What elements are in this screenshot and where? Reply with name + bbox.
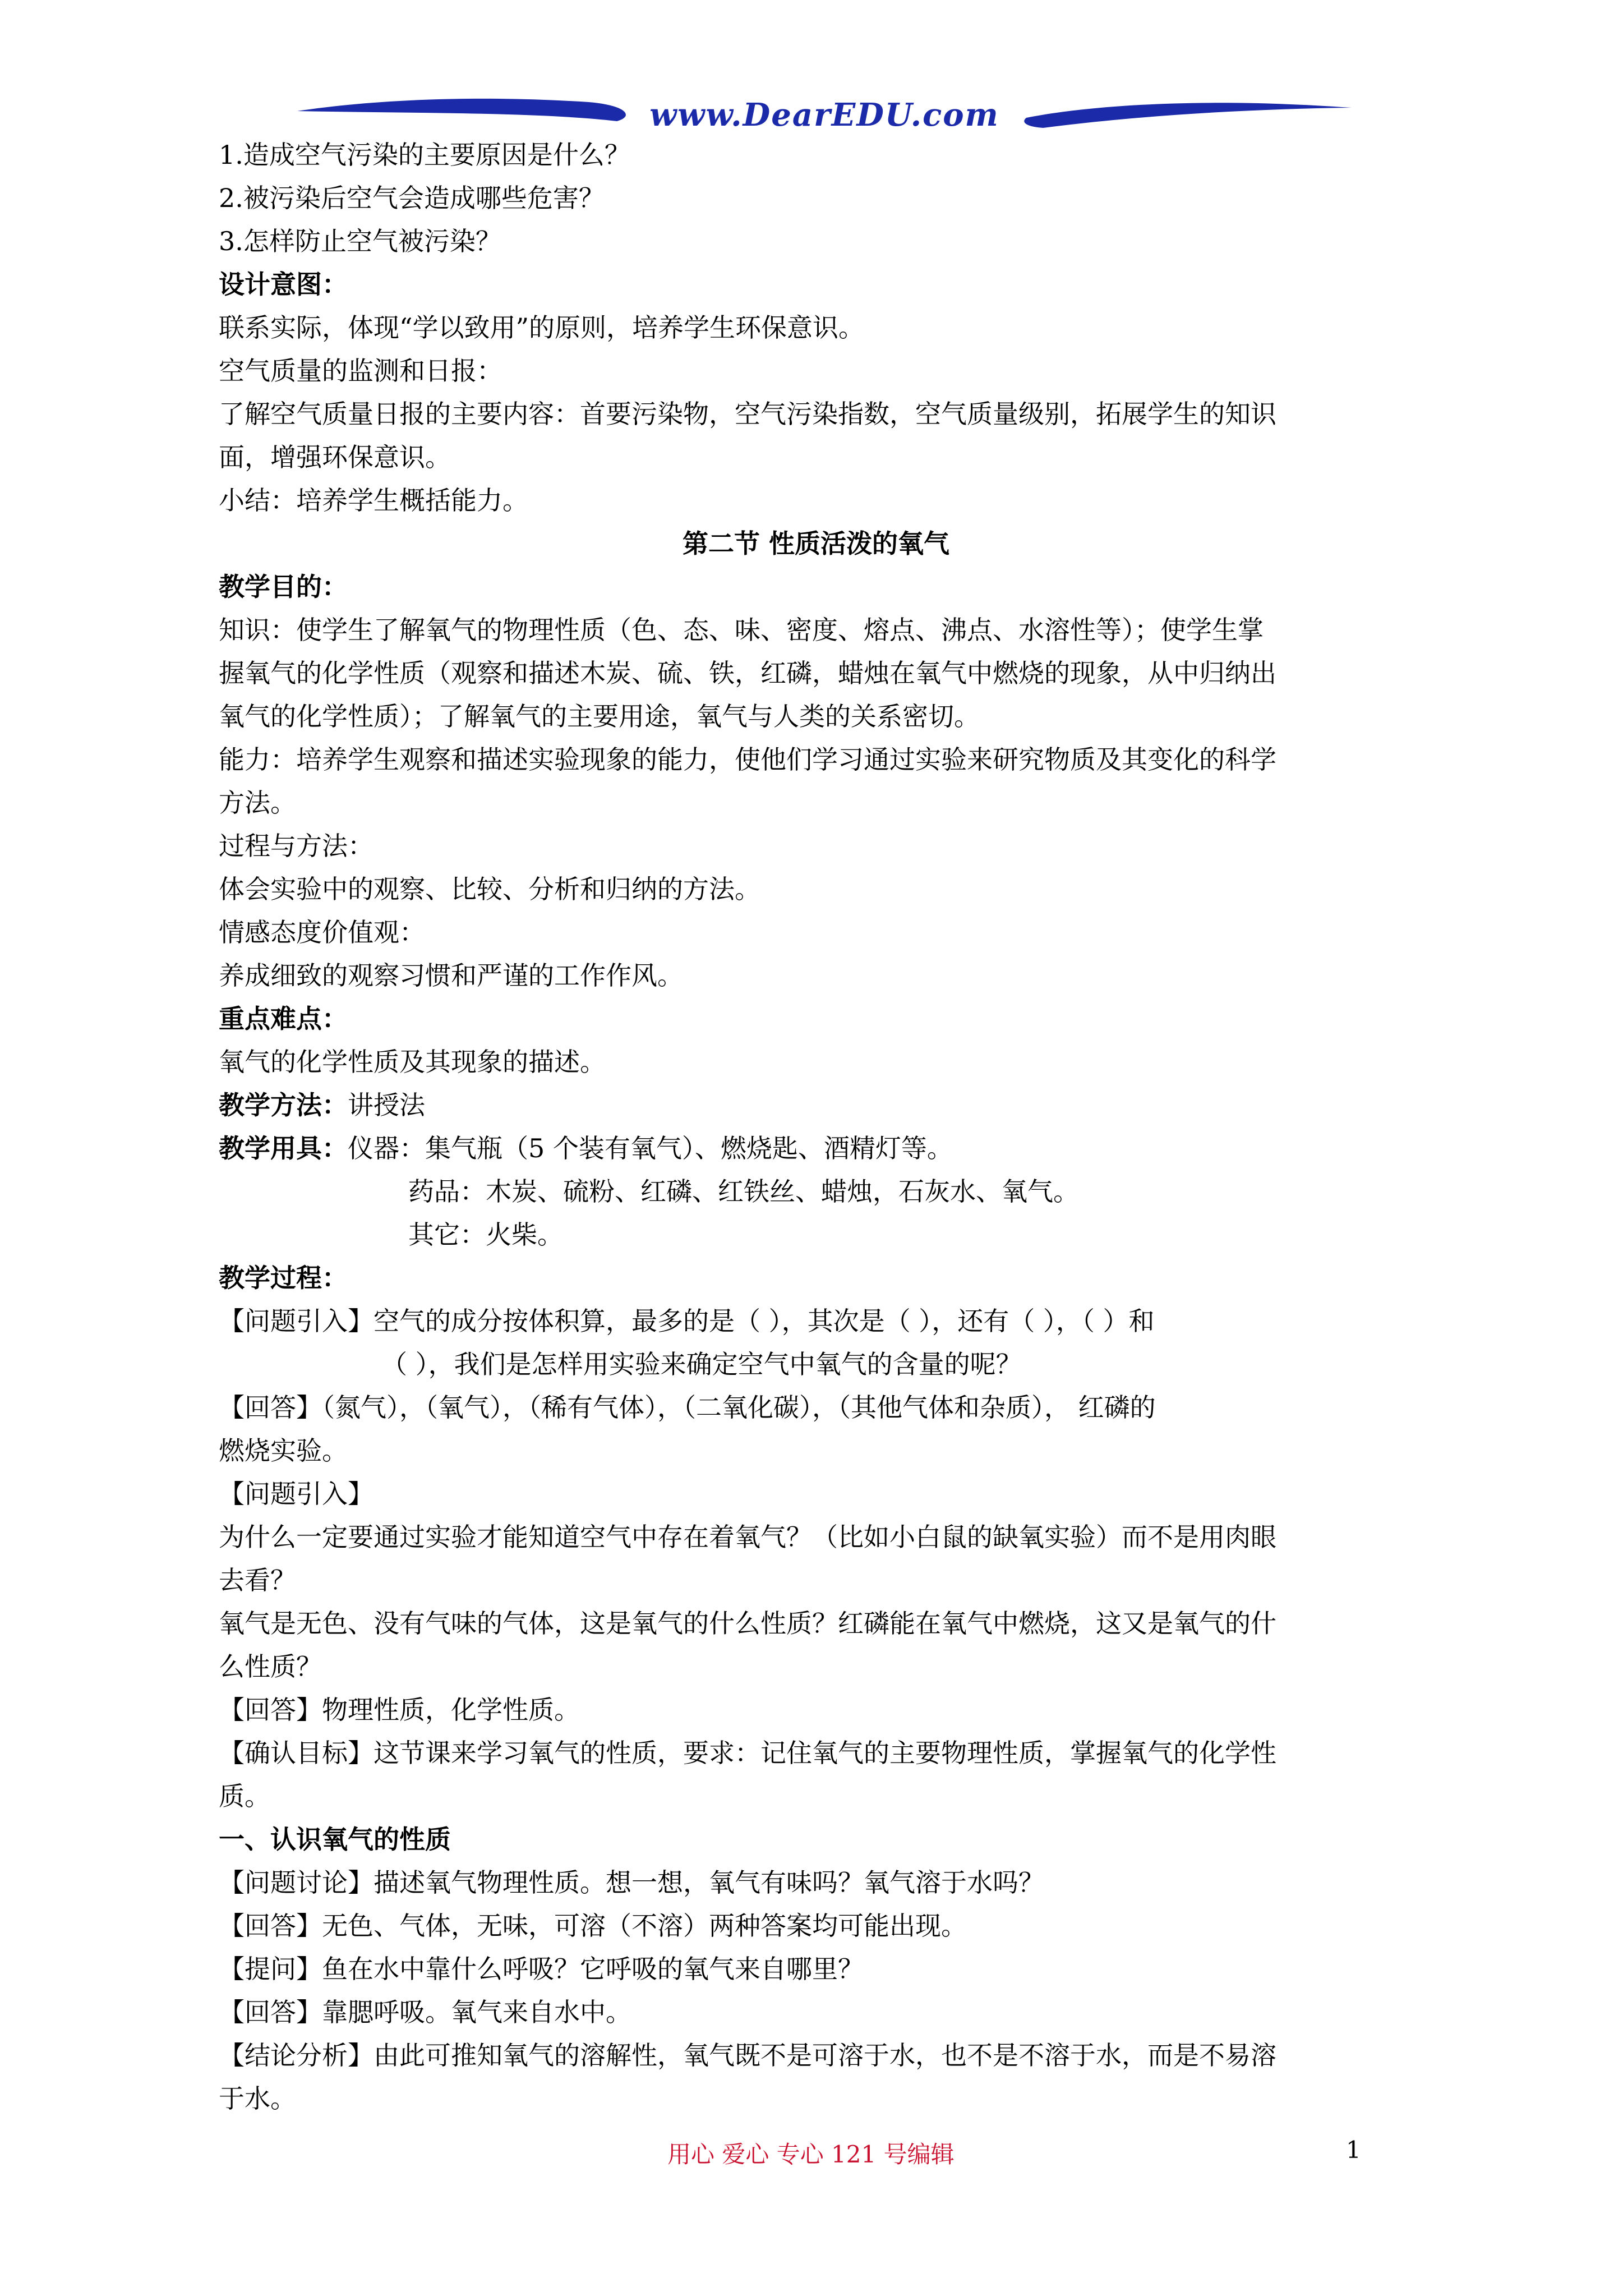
paragraph-line: 体会实验中的观察、比较、分析和归纳的方法。 (219, 874, 760, 904)
paragraph-line: 燃烧实验。 (219, 1435, 348, 1466)
question-3: 3.怎样防止空气被污染？ (219, 226, 501, 256)
section-title: 第二节 性质活泼的氧气 (682, 528, 949, 559)
paragraph-line: 质。 (219, 1781, 270, 1811)
paragraph-line: 小结：培养学生概括能力。 (219, 485, 528, 516)
paragraph-line: 【回答】靠腮呼吸。氧气来自水中。 (219, 1997, 631, 2027)
paragraph-line: 知识：使学生了解氧气的物理性质（色、态、味、密度、熔点、沸点、水溶性等）；使学生掌 (219, 615, 1264, 645)
paragraph-line: 过程与方法： (219, 831, 374, 861)
paragraph-line: 【问题讨论】描述氧气物理性质。想一想，氧气有味吗？氧气溶于水吗？ (219, 1867, 1044, 1898)
teaching-method-label: 教学方法： (219, 1090, 348, 1120)
paragraph-line: 方法。 (219, 788, 296, 818)
teaching-method-value: 讲授法 (348, 1090, 425, 1120)
paragraph-line: 养成细致的观察习惯和严谨的工作作风。 (219, 960, 683, 991)
paragraph-line: 能力：培养学生观察和描述实验现象的能力，使他们学习通过实验来研究物质及其变化的科学 (219, 744, 1276, 775)
question-1: 1.造成空气污染的主要原因是什么？ (219, 140, 630, 170)
paragraph-line: 药品：木炭、硫粉、红磷、红铁丝、蜡烛，石灰水、氧气。 (408, 1176, 1079, 1207)
page-footer (0, 2136, 1623, 2170)
teaching-tools-value: 仪器：集气瓶（5 个装有氧气）、燃烧匙、酒精灯等。 (348, 1133, 953, 1163)
paragraph-line: 于水。 (219, 2083, 296, 2114)
paragraph-line: 【回答】物理性质，化学性质。 (219, 1695, 580, 1725)
paragraph-line: 情感态度价值观： (219, 917, 425, 947)
teaching-method-line (219, 1084, 1413, 1127)
teaching-goals-heading: 教学目的： (219, 572, 348, 602)
paragraph-line: 【问题引入】空气的成分按体积算，最多的是（ ），其次是（ ），还有（ ），（ ）和 (219, 1306, 1155, 1336)
teaching-process-heading: 教学过程： (219, 1263, 348, 1293)
paragraph-line: 空气质量的监测和日报： (219, 356, 502, 386)
paragraph-line: 去看？ (219, 1565, 296, 1595)
paragraph-line: 握氧气的化学性质（观察和描述木炭、硫、铁，红磷，蜡烛在氧气中燃烧的现象，从中归纳出 (219, 658, 1276, 688)
paragraph-line: 【问题引入】 (219, 1479, 374, 1509)
paragraph-line: 么性质？ (219, 1651, 322, 1682)
paragraph-line: 联系实际，体现“学以致用”的原则，培养学生环保意识。 (219, 312, 865, 343)
paragraph-line: 【回答】（氮气），（氧气），（稀有气体），（二氧化碳），（其他气体和杂质）， 红磷的 (219, 1392, 1156, 1423)
teaching-tools-label: 教学用具： (219, 1133, 348, 1163)
design-intent-heading: 设计意图： (219, 269, 348, 300)
key-points-heading: 重点难点： (219, 1004, 348, 1034)
page-number: 1 (1346, 2136, 1361, 2164)
footer-slogan: 用心 爱心 专心 121 号编辑 (667, 2141, 955, 2168)
question-2: 2.被污染后空气会造成哪些危害？ (219, 183, 605, 213)
paragraph-line: 【提问】鱼在水中靠什么呼吸？它呼吸的氧气来自哪里？ (219, 1954, 864, 1984)
paragraph-line: 其它：火柴。 (408, 1220, 563, 1250)
paragraph-line: 【确认目标】这节课来学习氧气的性质，要求：记住氧气的主要物理性质，掌握氧气的化学性 (219, 1738, 1276, 1768)
paragraph-line: 为什么一定要通过实验才能知道空气中存在着氧气？（比如小白鼠的缺氧实验）而不是用肉眼 (219, 1522, 1276, 1552)
site-url-logo: www.DearEDU.com (649, 96, 999, 134)
paragraph-line: 【回答】无色、气体，无味，可溶（不溶）两种答案均可能出现。 (219, 1911, 967, 1941)
teaching-tools-line (219, 1127, 1413, 1170)
subsection-heading: 一、认识氧气的性质 (219, 1824, 451, 1855)
paragraph-line: 氧气的化学性质及其现象的描述。 (219, 1047, 606, 1077)
paragraph-line: 氧气的化学性质）；了解氧气的主要用途，氧气与人类的关系密切。 (219, 701, 980, 731)
paragraph-line: （ ），我们是怎样用实验来确定空气中氧气的含量的呢？ (381, 1349, 1022, 1379)
document-body (219, 134, 1413, 2120)
paragraph-line: 【结论分析】由此可推知氧气的溶解性，氧气既不是可溶于水，也不是不溶于水，而是不易溶 (219, 2040, 1276, 2070)
paragraph-line: 面，增强环保意识。 (219, 442, 451, 472)
paragraph-line: 了解空气质量日报的主要内容：首要污染物，空气污染指数，空气质量级别，拓展学生的知识 (219, 399, 1276, 429)
paragraph-line: 氧气是无色、没有气味的气体，这是氧气的什么性质？红磷能在氧气中燃烧，这又是氧气的什 (219, 1608, 1276, 1639)
